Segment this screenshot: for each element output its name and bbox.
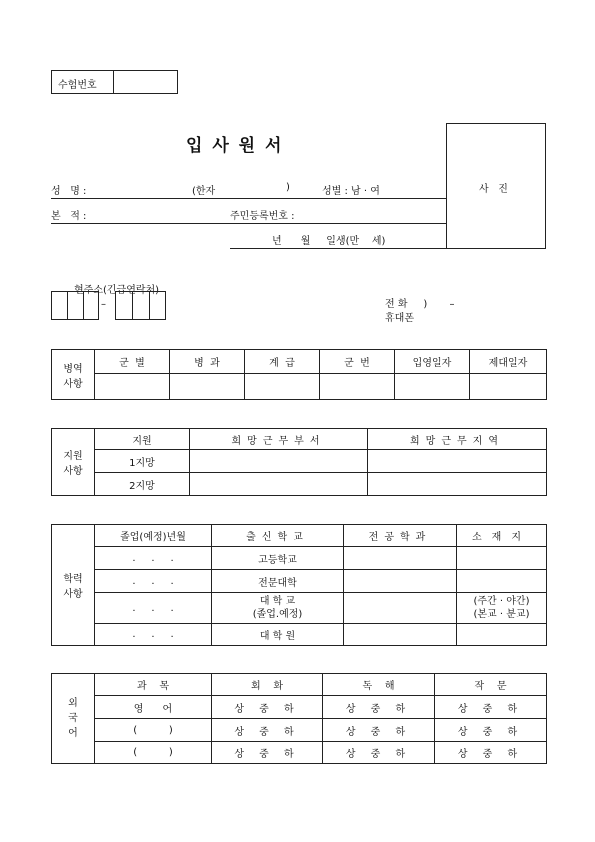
language-subject[interactable]: ( ) [95,719,212,742]
military-header: 입영일자 [395,350,470,374]
location-cell[interactable]: (주간 · 야간) (본교 · 분교) [457,593,547,624]
application-header: 지원 [95,429,190,450]
education-table [51,524,547,646]
military-cell[interactable] [470,374,547,400]
language-subject[interactable]: ( ) [95,742,212,764]
language-level[interactable]: 상 중 하 [212,719,323,742]
language-table [51,673,547,764]
application-cell[interactable] [368,450,547,473]
resident-number-label: 주민등록번호 : [230,211,295,222]
language-section-label: 외 국 어 [52,674,95,764]
application-header: 희망근무지역 [368,429,547,450]
birth-underline [230,248,446,249]
language-level[interactable]: 상 중 하 [323,696,435,719]
origin-label: 본 적 : [51,211,87,222]
application-section-label: 지원 사항 [52,429,95,496]
major-cell[interactable] [344,593,457,624]
photo-label: 사 진 [479,184,508,195]
language-header: 과 목 [95,674,212,696]
location-cell[interactable] [457,624,547,646]
military-header: 군 별 [95,350,170,374]
application-cell[interactable] [190,473,368,496]
hanja-close: ) [286,182,290,193]
language-level[interactable]: 상 중 하 [435,696,547,719]
language-subject: 영 어 [95,696,212,719]
exam-number-field[interactable] [115,72,175,92]
military-header: 계 급 [245,350,320,374]
language-level[interactable]: 상 중 하 [323,742,435,764]
origin-underline [51,223,446,224]
application-cell[interactable] [190,450,368,473]
address-label: 현주소(긴급연락처) [74,285,160,296]
language-header: 독 해 [323,674,435,696]
name-underline [51,198,446,199]
school-name: 대 학 교 (졸업.예정) [212,593,344,624]
language-header: 회 화 [212,674,323,696]
postal-code-second[interactable] [115,291,166,320]
military-cell[interactable] [395,374,470,400]
application-row-label: 2지망 [95,473,190,496]
language-level[interactable]: 상 중 하 [212,696,323,719]
school-name: 고등학교 [212,547,344,570]
page-title: 입 사 원 서 [186,136,284,156]
application-table [51,428,547,496]
school-name: 대 학 원 [212,624,344,646]
school-name: 전문대학 [212,570,344,593]
education-header: 전공학과 [344,525,457,547]
language-level[interactable]: 상 중 하 [435,719,547,742]
location-cell[interactable] [457,547,547,570]
hanja-open: (한자 [192,186,216,197]
major-cell[interactable] [344,547,457,570]
military-header: 군 번 [320,350,395,374]
phone-label: 전 화 ) – [385,299,455,310]
birth-line: 년 월 일생(만 세) [272,236,386,247]
education-header: 출신학교 [212,525,344,547]
location-cell[interactable] [457,570,547,593]
name-label: 성 명 : [51,186,87,197]
military-cell[interactable] [170,374,245,400]
application-row-label: 1지망 [95,450,190,473]
graduation-date[interactable]: . . . [95,593,212,624]
language-header: 작 문 [435,674,547,696]
exam-number-box [51,70,178,94]
education-header: 소재지 [457,525,547,547]
photo-box[interactable] [446,123,546,249]
education-header: 졸업(예정)년월 [95,525,212,547]
language-level[interactable]: 상 중 하 [212,742,323,764]
mobile-label: 휴대폰 [385,313,414,324]
military-header: 제대일자 [470,350,547,374]
gender-label: 성별 : 남 · 여 [322,186,380,197]
military-table [51,349,547,400]
postal-code-first[interactable] [51,291,99,320]
graduation-date[interactable]: . . . [95,547,212,570]
education-section-label: 학력 사항 [52,525,95,646]
major-cell[interactable] [344,624,457,646]
military-cell[interactable] [245,374,320,400]
language-level[interactable]: 상 중 하 [323,719,435,742]
major-cell[interactable] [344,570,457,593]
language-level[interactable]: 상 중 하 [435,742,547,764]
postal-dash: – [101,299,106,310]
military-cell[interactable] [95,374,170,400]
exam-number-label: 수험번호 [58,80,97,91]
military-section-label: 병역 사항 [52,350,95,400]
graduation-date[interactable]: . . . [95,570,212,593]
graduation-date[interactable]: . . . [95,624,212,646]
military-cell[interactable] [320,374,395,400]
military-header: 병 과 [170,350,245,374]
application-cell[interactable] [368,473,547,496]
application-header: 희망근무부서 [190,429,368,450]
